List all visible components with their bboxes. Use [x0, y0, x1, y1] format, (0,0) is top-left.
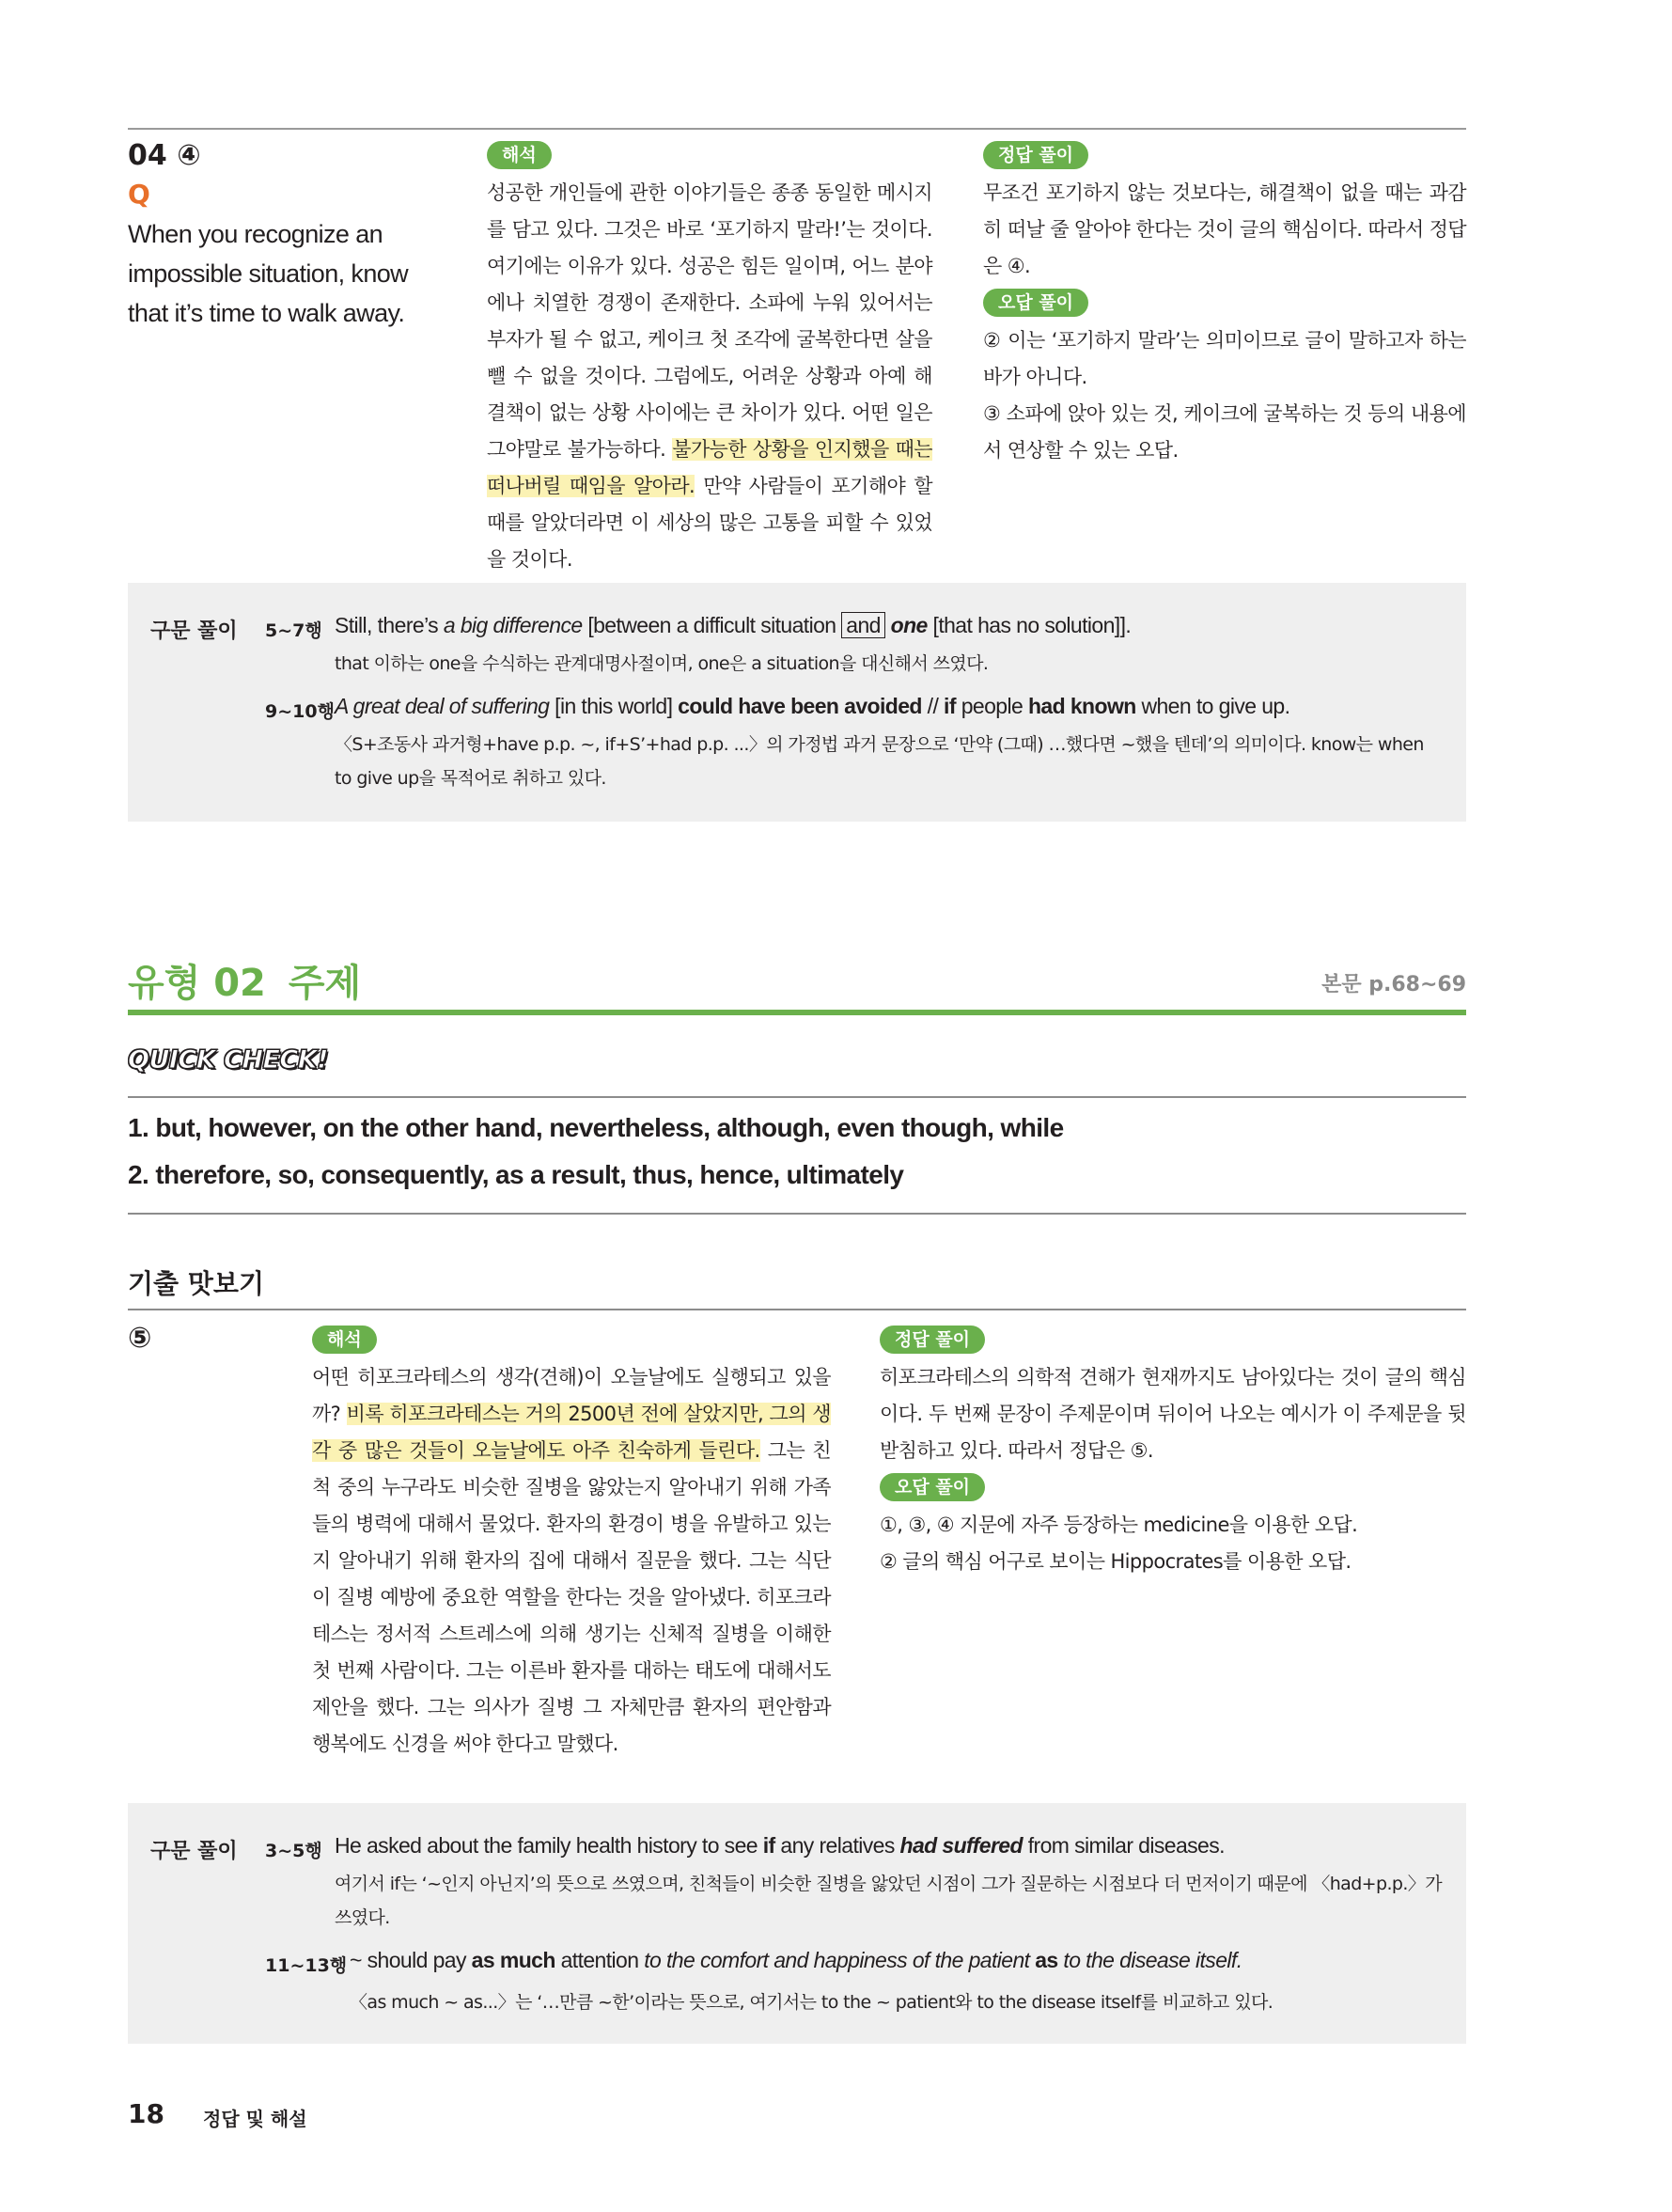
haeseok-label: 해석	[487, 141, 552, 169]
syntax-sentence: A great deal of suffering [in this world] could have been avoided // if people had known when to give up.	[335, 694, 1290, 718]
syntax-note: that 이하는 one을 수식하는 관계대명사절이며, one은 a situation을 대신해서 쓰였다.	[335, 653, 989, 674]
qc-rule-bottom	[128, 1213, 1466, 1215]
page-number: 18	[128, 2098, 164, 2129]
wrong-label: 오답 풀이	[983, 289, 1088, 317]
answer-text: 무조건 포기하지 않는 것보다는, 해결책이 없을 때는 과감히 떠날 줄 알아야 한다는 것이 글의 핵심이다. 따라서 정답은 ④.	[983, 181, 1466, 277]
qc-item: 1. but, however, on the other hand, nevertheless, although, even though, while	[128, 1113, 1064, 1142]
answer-label: 정답 풀이	[880, 1326, 985, 1354]
line-number: 9~10행	[265, 701, 335, 722]
boxed-word: and	[841, 612, 885, 638]
quick-check-title: QUICK CHECK!	[128, 1045, 328, 1075]
wrong-item: ② 글의 핵심 어구로 보이는 Hippocrates를 이용한 오답.	[880, 1550, 1352, 1573]
haeseok-label: 해석	[312, 1326, 377, 1354]
syntax-label: 구문 풀이	[150, 1840, 238, 1863]
haeseok-col	[487, 141, 932, 578]
answer-label: 정답 풀이	[983, 141, 1088, 169]
line-number: 11~13행	[265, 1955, 348, 1976]
wrong-label: 오답 풀이	[880, 1473, 985, 1501]
wrong-item: ② 이는 ‘포기하지 말라’는 의미이므로 글이 말하고자 하는 바가 아니다.	[983, 329, 1466, 388]
haeseok-highlight: 불가능한 상황을 인지했을 때는 떠나버릴 때임을 알아라.	[487, 438, 932, 497]
syntax-sentence: Still, there’s a big difference [between a difficult situation and one [that has no solution]].	[335, 613, 1132, 637]
syntax-sentence: ~ should pay as much attention to the comfort and happiness of the patient as to the disease itself.	[350, 1948, 1242, 1972]
q-text: When you recognize an impossible situation, know that it’s time to walk away.	[128, 220, 409, 327]
answer-col	[880, 1326, 1466, 1580]
haeseok-highlight: 비록 히포크라테스는 거의 2500년 전에 살았지만, 그의 생각 중 많은 것들이 오늘날에도 아주 친숙하게 들린다.	[312, 1403, 831, 1462]
syntax-label: 구문 풀이	[150, 620, 238, 643]
page-reference: 본문 p.68~69	[1321, 973, 1466, 996]
wrong-item: ③ 소파에 앉아 있는 것, 케이크에 굴복하는 것 등의 내용에서 연상할 수 있는 오답.	[983, 402, 1466, 462]
answer-number: ⑤	[128, 1322, 152, 1355]
line-number: 5~7행	[265, 620, 322, 641]
section-green-rule	[128, 1010, 1466, 1015]
q-mark: Q	[128, 179, 150, 210]
section-title: 유형 02 주제	[128, 962, 362, 1005]
qc-rule-top	[128, 1096, 1466, 1098]
answer-text: 히포크라테스의 의학적 견해가 현재까지도 남아있다는 것이 글의 핵심이다. 두 번째 문장이 주제문이며 뒤이어 나오는 예시가 이 주제문을 뒷받침하고 있다. 따라서 정답은 ⑤.	[880, 1366, 1466, 1462]
question-number: 04 ④	[128, 139, 201, 172]
haeseok-text: 어떤 히포크라테스의 생각(견해)이 오늘날에도 실행되고 있을까? 비록 히포크라테스는 거의 2500년 전에 살았지만, 그의 생각 중 많은 것들이 오늘날에도 아주 친숙하게 들린다. 그는 친척 중의 누구라도 비슷한 질병을 앓았는지 알아내기 위해 가족들의 병력에 대해서 물었다. 환자의 환경이 병을 유발하고 있는지 알아내기 위해 환자의 집에 대해서 질문을 했다. 그는 식단이 질병 예방에 중요한 역할을 한다는 것을 알아냈다. 히포크라테스는 정서적 스트레스에 의해 생기는 신체적 질병을 이해한 첫 번째 사람이다. 그는 이른바 환자를 대하는 태도에 대해서도 제안을 했다. 그는 의사가 질병 그 자체만큼 환자의 편안함과 행복에도 신경을 써야 한다고 말했다.	[312, 1366, 831, 1755]
answer-col	[983, 141, 1466, 469]
wrong-item: ①, ③, ④ 지문에 자주 등장하는 medicine을 이용한 오답.	[880, 1514, 1358, 1536]
qc-item: 2. therefore, so, consequently, as a result, thus, hence, ultimately	[128, 1160, 904, 1189]
line-number: 3~5행	[265, 1841, 322, 1861]
gichul-rule	[128, 1309, 1466, 1310]
syntax-note: 〈as much ~ as...〉는 ‘…만큼 ~한’이라는 뜻으로, 여기서는 to the ~ patient와 to the disease itself를 비교하고 있다.	[350, 1992, 1274, 2013]
syntax-sentence: He asked about the family health history to see if any relatives had suffered from similar diseases.	[335, 1833, 1225, 1858]
footer-label: 정답 및 해설	[203, 2108, 307, 2130]
haeseok-col	[312, 1326, 831, 1763]
haeseok-text: 성공한 개인들에 관한 이야기들은 종종 동일한 메시지를 담고 있다. 그것은 바로 ‘포기하지 말라!’는 것이다. 여기에는 이유가 있다. 성공은 힘든 일이며, 어느 분야에나 치열한 경쟁이 존재한다. 소파에 누워 있어서는 부자가 될 수 없고, 케이크 첫 조각에 굴복한다면 살을 뺄 수 없을 것이다. 그럼에도, 어려운 상황과 아예 해결책이 없는 상황 사이에는 큰 차이가 있다. 어떤 일은 그야말로 불가능하다. 불가능한 상황을 인지했을 때는 떠나버릴 때임을 알아라. 만약 사람들이 포기해야 할 때를 알았더라면 이 세상의 많은 고통을 피할 수 있었을 것이다.	[487, 181, 932, 571]
gichul-title: 기출 맛보기	[128, 1268, 264, 1299]
syntax-note: 〈S+조동사 과거형+have p.p. ~, if+S’+had p.p. ...〉의 가정법 과거 문장으로 ‘만약 (그때) …했다면 ~했을 텐데’의 의미이다. know는 when to give up을 목적어로 취하고 있다.	[335, 734, 1424, 789]
syntax-box	[128, 1803, 1466, 2044]
top-rule	[128, 128, 1466, 130]
syntax-box	[128, 583, 1466, 822]
syntax-note: 여기서 if는 ‘~인지 아닌지’의 뜻으로 쓰였으며, 친척들이 비슷한 질병을 앓았던 시점이 그가 질문하는 시점보다 더 먼저이기 때문에 〈had+p.p.〉가 쓰였다.	[335, 1874, 1442, 1928]
